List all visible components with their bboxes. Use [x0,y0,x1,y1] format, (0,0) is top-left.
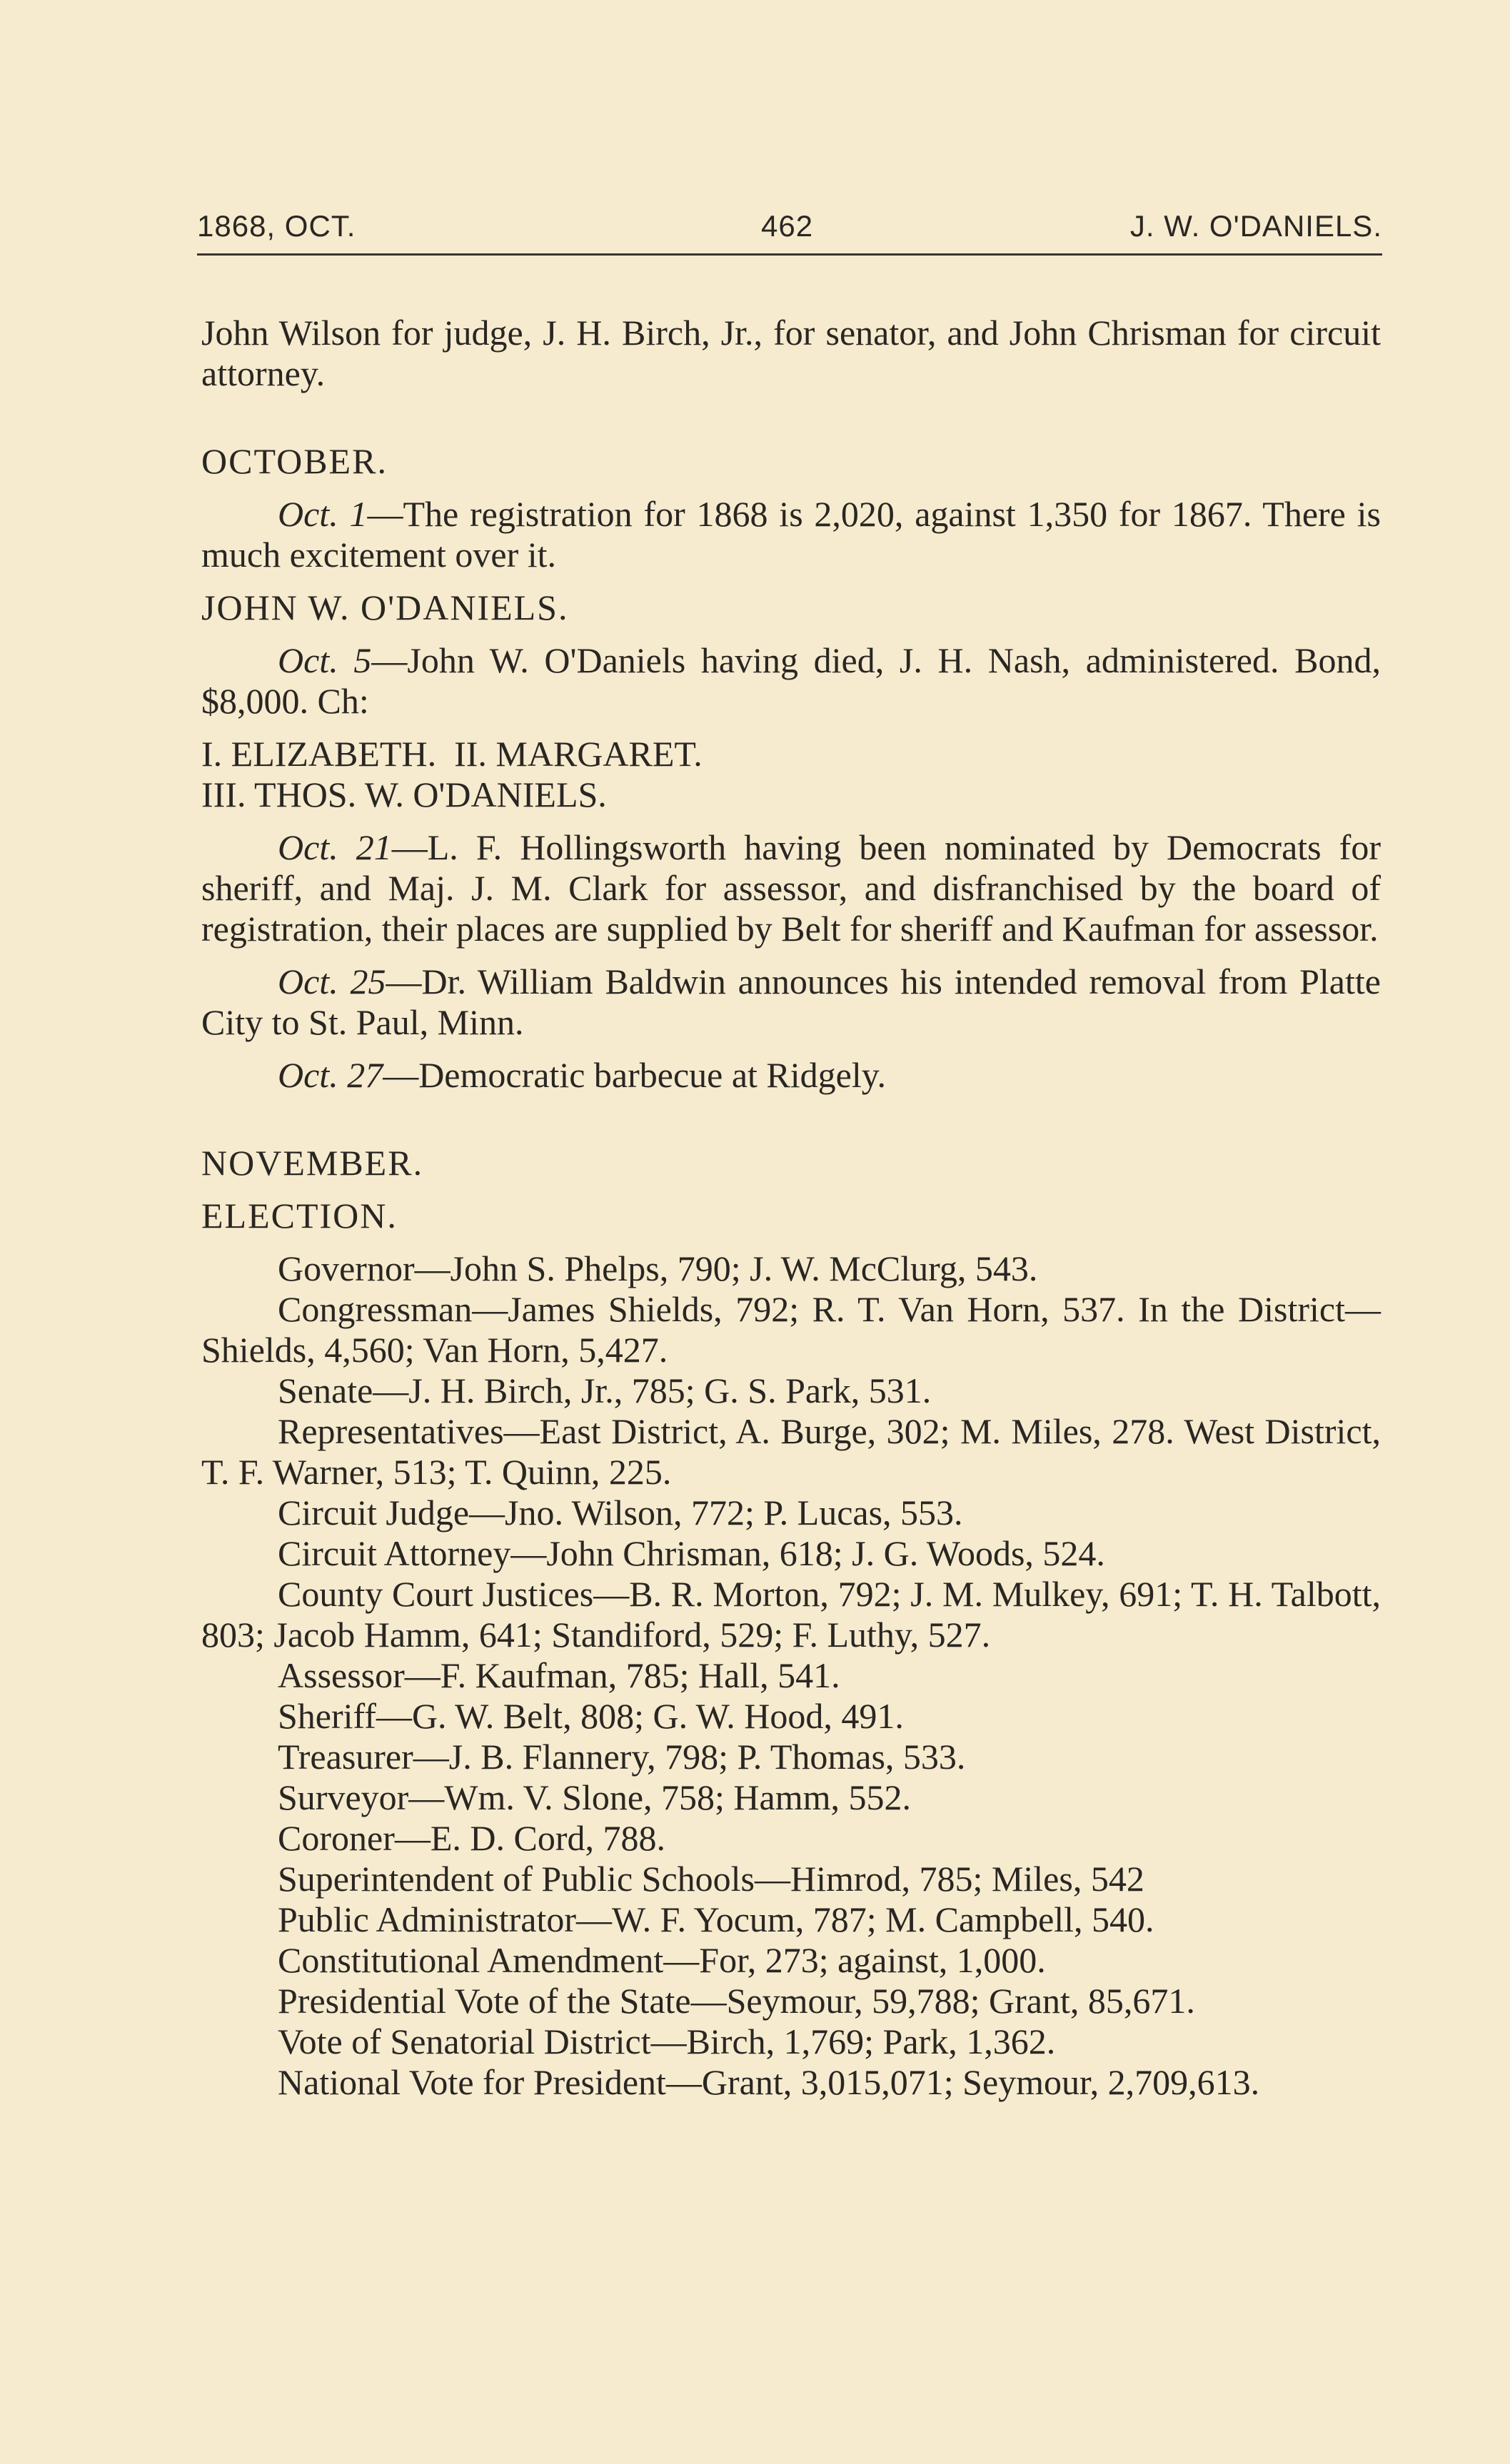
result-congressman: Congressman—James Shields, 792; R. T. Van Horn, 537. In the District—Shields, 4,560; Van Horn, 5,427. [201,1289,1381,1370]
result-circuit-attorney: Circuit Attorney—John Chrisman, 618; J. G. Woods, 524. [278,1533,1105,1573]
entry-oct-25 [201,961,1381,1043]
result-senatorial-district: Vote of Senatorial District—Birch, 1,769; Park, 1,362. [278,2021,1056,2061]
children-line-1: I. ELIZABETH. II. MARGARET. [201,734,703,774]
page-number: 462 [761,209,814,243]
entry-text: —Democratic barbecue at Ridgely. [383,1055,886,1095]
entry-date: Oct. 27 [278,1055,383,1095]
result-national-vote: National Vote for President—Grant, 3,015,071; Seymour, 2,709,613. [278,2062,1260,2102]
result-surveyor: Surveyor—Wm. V. Slone, 758; Hamm, 552. [278,1777,912,1817]
result-treasurer: Treasurer—J. B. Flannery, 798; P. Thomas, 533. [278,1737,966,1777]
children-line-2: III. THOS. W. O'DANIELS. [201,774,607,814]
entry-date: Oct. 21 [278,827,392,867]
result-public-administrator: Public Administrator—W. F. Yocum, 787; M. Campbell, 540. [278,1899,1154,1939]
result-coroner: Coroner—E. D. Cord, 788. [278,1818,665,1858]
result-senate: Senate—J. H. Birch, Jr., 785; G. S. Park, 531. [278,1370,932,1410]
result-circuit-judge: Circuit Judge—Jno. Wilson, 772; P. Lucas, 553. [278,1493,963,1533]
entry-text: —Dr. William Baldwin announces his intended removal from Platte City to St. Paul, Minn. [201,961,1381,1042]
entry-text: —John W. O'Daniels having died, J. H. Nash, administered. Bond, $8,000. Ch: [201,640,1381,721]
intro-paragraph: John Wilson for judge, J. H. Birch, Jr., for senator, and John Chrisman for circuit attorney. [201,313,1381,393]
result-presidential-state: Presidential Vote of the State—Seymour, 59,788; Grant, 85,671. [278,1981,1195,2021]
result-county-court-justices: County Court Justices—B. R. Morton, 792; J. M. Mulkey, 691; T. H. Talbott, 803; Jacob Hamm, 641; Standiford, 529; F. Luthy, 527. [201,1574,1381,1655]
result-governor: Governor—John S. Phelps, 790; J. W. McClurg, 543. [278,1248,1038,1288]
entry-date: Oct. 1 [278,494,368,534]
entry-date: Oct. 25 [278,961,386,1001]
header-title: J. W. O'DANIELS. [1129,209,1382,243]
john-odaniels-heading: JOHN W. O'DANIELS. [201,587,569,627]
result-representatives: Representatives—East District, A. Burge, 302; M. Miles, 278. West District, T. F. Warner, 513; T. Quinn, 225. [201,1411,1381,1492]
october-heading: OCTOBER. [201,441,388,481]
running-header [197,209,1382,253]
result-superintendent: Superintendent of Public Schools—Himrod, 785; Miles, 542 [278,1859,1144,1899]
result-sheriff: Sheriff—G. W. Belt, 808; G. W. Hood, 491. [278,1696,904,1736]
header-date: 1868, OCT. [197,209,356,243]
election-heading: ELECTION. [201,1196,398,1236]
page-body [201,313,1381,2103]
entry-oct-27 [201,1055,1381,1096]
result-assessor: Assessor—F. Kaufman, 785; Hall, 541. [278,1655,840,1695]
entry-oct-21 [201,827,1381,949]
entry-oct-5 [201,640,1381,722]
entry-text: —The registration for 1868 is 2,020, against 1,350 for 1867. There is much excitement over it. [201,494,1381,575]
november-heading: NOVEMBER. [201,1143,424,1183]
header-rule [197,253,1382,256]
entry-oct-1 [201,494,1381,575]
result-constitutional-amendment: Constitutional Amendment—For, 273; against, 1,000. [278,1940,1046,1980]
entry-text: —L. F. Hollingsworth having been nominated by Democrats for sheriff, and Maj. J. M. Clark for assessor, and disfranchised by the board of registration, their places are supplied by Belt for sheriff and Kaufman for assessor. [201,827,1381,949]
entry-date: Oct. 5 [278,640,372,680]
